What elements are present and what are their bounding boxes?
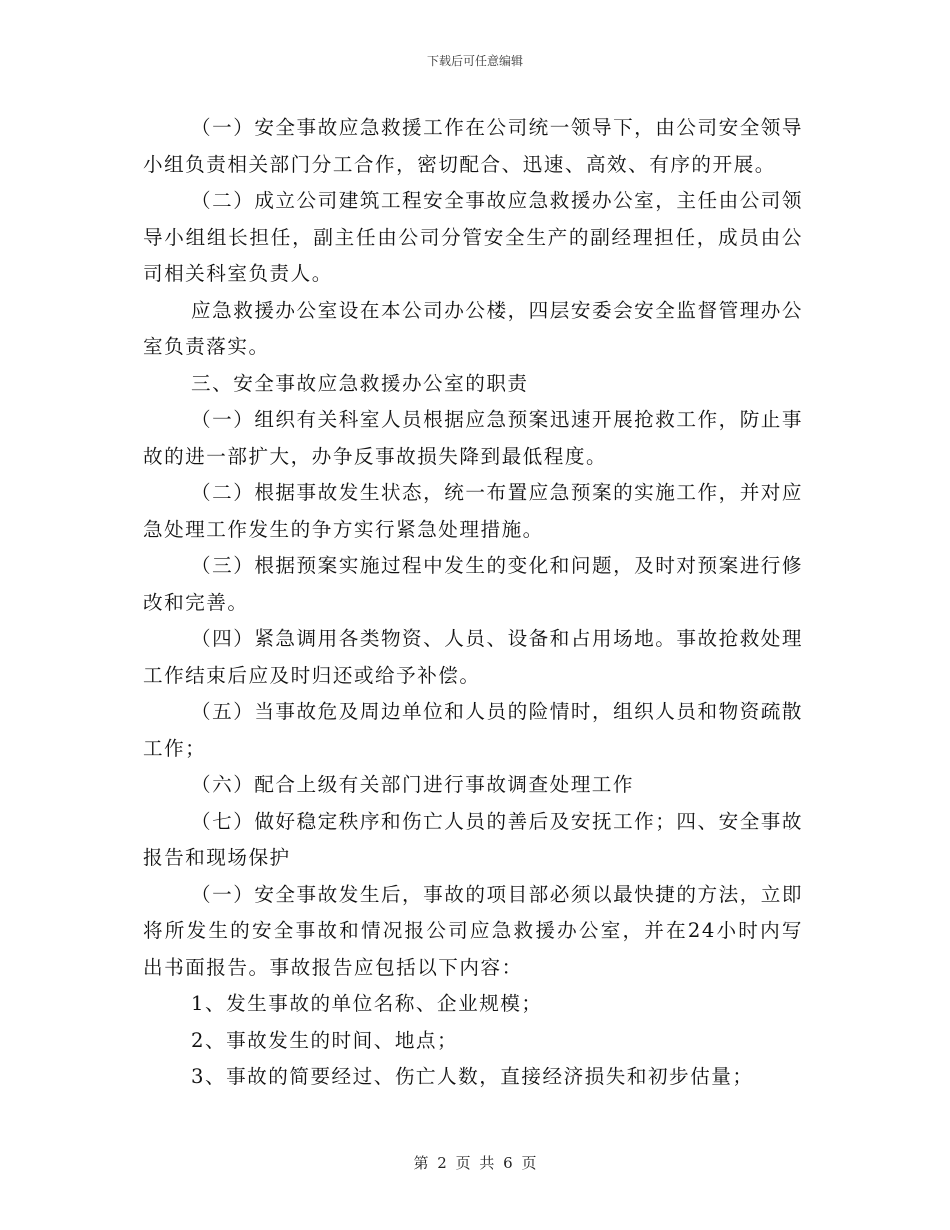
document-body [143,110,803,1096]
list-item: 1、发生事故的单位名称、企业规模； [191,992,543,1015]
paragraph: （二）成立公司建筑工程安全事故应急救援办公室，主任由公司领导小组组长担任，副主任由公司分管安全生产的副经理担任，成员由公司相关科室负责人。 [143,189,803,285]
paragraph: （六）配合上级有关部门进行事故调查处理工作 [191,773,634,796]
list-item: 2、事故发生的时间、地点； [191,1028,459,1052]
page-header: 下载后可任意编辑 [426,54,523,68]
paragraph: （一）组织有关科室人员根据应急预案迅速开展抢救工作，防止事故的进一部扩大，办争反事故损失降到最低程度。 [143,408,803,468]
paragraph: （三）根据预案实施过程中发生的变化和问题，及时对预案进行修改和完善。 [143,554,803,614]
page-number-footer: 第 2 页 共 6 页 [413,1154,537,1172]
list-item: 3、事故的简要经过、伤亡人数，直接经济损失和初步估量； [191,1065,754,1088]
paragraph: （一）安全事故发生后，事故的项目部必须以最快捷的方法，立即将所发生的安全事故和情况报公司应急救援办公室，并在24小时内写出书面报告。事故报告应包括以下内容： [143,882,803,979]
section-heading: 三、安全事故应急救援办公室的职责 [191,371,529,395]
paragraph: （五）当事故危及周边单位和人员的险情时，组织人员和物资疏散工作； [143,700,803,760]
paragraph: （一）安全事故应急救援工作在公司统一领导下，由公司安全领导小组负责相关部门分工合作，密切配合、迅速、高效、有序的开展。 [143,116,803,176]
paragraph: （七）做好稳定秩序和伤亡人员的善后及安抚工作；四、安全事故报告和现场保护 [143,809,803,869]
paragraph: （二）根据事故发生状态，统一布置应急预案的实施工作，并对应急处理工作发生的争方实行紧急处理措施。 [143,481,803,541]
paragraph: 应急救援办公室设在本公司办公楼，四层安委会安全监督管理办公室负责落实。 [143,298,803,358]
paragraph: （四）紧急调用各类物资、人员、设备和占用场地。事故抢救处理工作结束后应及时归还或给予补偿。 [143,627,803,687]
